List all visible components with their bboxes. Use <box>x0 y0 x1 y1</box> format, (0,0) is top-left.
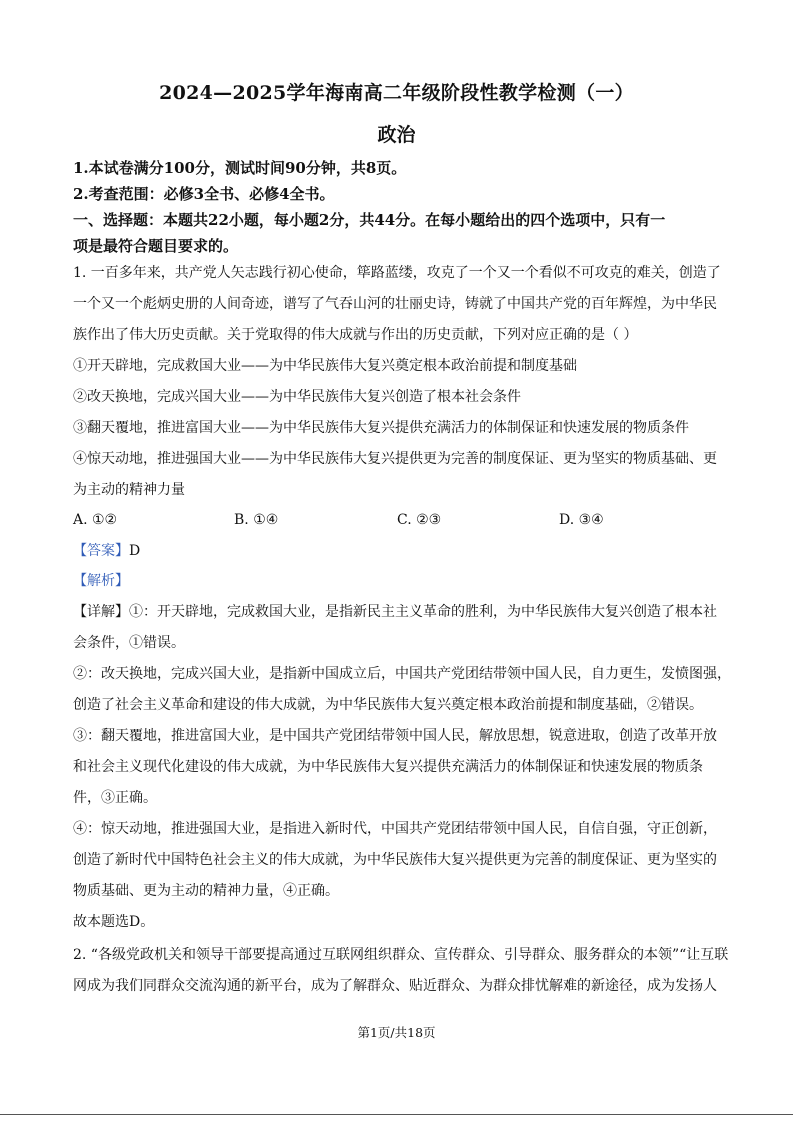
option-a: A. ①② <box>73 512 118 528</box>
question-stem: 1. 一百多年来，共产党人矢志践行初心使命，筚路蓝缕，攻克了一个又一个看似不可攻克的难关，创造了 <box>73 265 721 281</box>
section-heading: 项是最符合题目要求的。 <box>73 237 239 255</box>
question-stem: 族作出了伟大历史贡献。关于党取得的伟大成就与作出的历史贡献，下列对应正确的是（ ） <box>73 327 638 343</box>
statement-4-cont: 为主动的精神力量 <box>73 482 185 498</box>
answer-value: D <box>129 543 141 559</box>
option-c: C. ②③ <box>397 512 442 528</box>
detail-line: 创造了新时代中国特色社会主义的伟大成就，为中华民族伟大复兴提供更为完善的制度保证、更为坚实的 <box>73 852 717 868</box>
answer-row <box>73 541 723 561</box>
page-number: 第1页/共18页 <box>357 1025 436 1040</box>
answer-label: 【答案】 <box>73 543 129 559</box>
statement-2: ②改天换地，完成兴国大业——为中华民族伟大复兴创造了根本社会条件 <box>73 389 521 405</box>
instruction-line: 1.本试卷满分100分，测试时间90分钟，共8页。 <box>73 159 407 177</box>
question-stem: 网成为我们同群众交流沟通的新平台，成为了解群众、贴近群众、为群众排忧解难的新途径，成为发扬人 <box>73 978 717 994</box>
statement-1: ①开天辟地，完成救国大业——为中华民族伟大复兴奠定根本政治前提和制度基础 <box>73 358 577 374</box>
question-stem: 2. “各级党政机关和领导干部要提高通过互联网组织群众、宣传群众、引导群众、服务群众的本领”“让互联 <box>73 947 729 963</box>
detail-line: 物质基础、更为主动的精神力量，④正确。 <box>73 883 339 899</box>
option-d: D. ③④ <box>559 512 604 528</box>
detail-line: 件，③正确。 <box>73 790 157 806</box>
detail-line: 【详解】①：开天辟地，完成救国大业，是指新民主主义革命的胜利，为中华民族伟大复兴创造了根本社 <box>73 604 717 620</box>
detail-line: 和社会主义现代化建设的伟大成就，为中华民族伟大复兴提供充满活力的体制保证和快速发展的物质条 <box>73 759 703 775</box>
section-heading: 一、选择题：本题共22小题，每小题2分，共44分。在每小题给出的四个选项中，只有一 <box>73 211 666 229</box>
detail-line: ③：翻天覆地，推进富国大业，是中国共产党团结带领中国人民，解放思想，锐意进取，创造了改革开放 <box>73 728 717 744</box>
detail-line: ②：改天换地，完成兴国大业，是指新中国成立后，中国共产党团结带领中国人民，自力更生，发愤图强， <box>73 666 731 682</box>
option-b: B. ①④ <box>234 512 279 528</box>
detail-line: 创造了社会主义革命和建设的伟大成就，为中华民族伟大复兴奠定根本政治前提和制度基础，②错误。 <box>73 697 703 713</box>
question-stem: 一个又一个彪炳史册的人间奇迹，谱写了气吞山河的壮丽史诗，铸就了中国共产党的百年辉煌，为中华民 <box>73 296 717 312</box>
detail-line: 会条件，①错误。 <box>73 635 185 651</box>
page-title: 2024—2025学年海南高二年级阶段性教学检测（一） <box>159 82 634 104</box>
analysis-label: 【解析】 <box>73 573 129 589</box>
bottom-divider <box>0 1114 793 1115</box>
statement-3: ③翻天覆地，推进富国大业——为中华民族伟大复兴提供充满活力的体制保证和快速发展的物质条件 <box>73 420 689 436</box>
detail-line: ④：惊天动地，推进强国大业，是指进入新时代，中国共产党团结带领中国人民，自信自强，守正创新， <box>73 821 717 837</box>
statement-4: ④惊天动地，推进强国大业——为中华民族伟大复兴提供更为完善的制度保证、更为坚实的物质基础、更 <box>73 451 717 467</box>
subject-title: 政治 <box>377 124 416 146</box>
conclusion-line: 故本题选D。 <box>73 914 155 930</box>
instruction-line: 2.考查范围：必修3全书、必修4全书。 <box>73 185 335 203</box>
